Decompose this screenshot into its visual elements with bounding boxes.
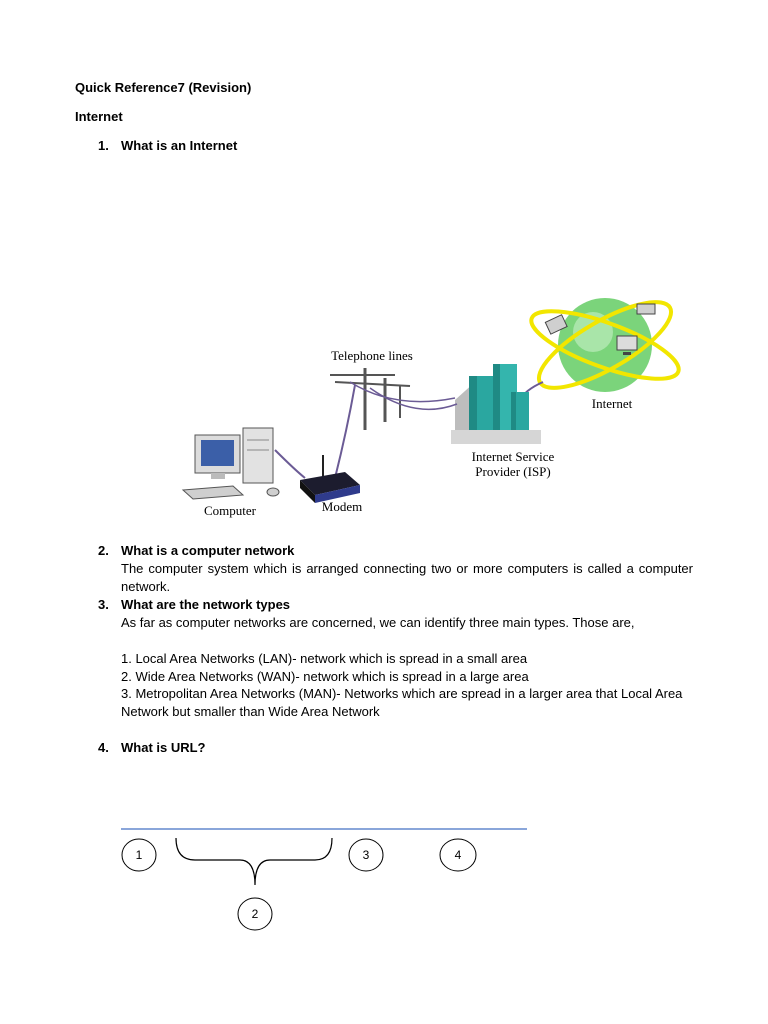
computer-label: Computer — [204, 503, 256, 518]
isp-label-line2: Provider (ISP) — [475, 464, 551, 479]
part-2-brace — [176, 838, 332, 885]
question-2-answer: The computer system which is arranged connecting two or more computers is called a computer network. — [121, 561, 693, 594]
question-number: 1. — [98, 138, 109, 153]
part-1-number: 1 — [135, 848, 143, 862]
isp-label-line1: Internet Service — [471, 449, 555, 464]
list-item: 2. Wide Area Networks (WAN)- network which is spread in a large area — [121, 668, 529, 684]
list-item: 1. Local Area Networks (LAN)- network which is spread in a small area — [121, 651, 528, 666]
question-text: What is URL? — [121, 740, 206, 755]
part-4-number: 4 — [454, 848, 462, 862]
question-text: What are the network types — [121, 597, 291, 612]
question-number: 3. — [98, 597, 109, 612]
question-text: What is an Internet — [121, 138, 238, 153]
list-item: 3. Metropolitan Area Networks (MAN)- Networks which are spread in a larger area that Local Area Network but smaller than Wide Area Network — [121, 686, 683, 719]
computer-cable — [275, 450, 305, 478]
computer-icon — [183, 428, 279, 499]
telephone-lines-label: Telephone lines — [331, 348, 413, 363]
network-type-list — [121, 650, 693, 720]
document-title: Quick Reference7 (Revision) — [75, 80, 252, 95]
section-heading: Internet — [75, 109, 123, 124]
url-parts-diagram — [110, 820, 540, 940]
internet-label: Internet — [591, 396, 633, 411]
question-text: What is a computer network — [121, 543, 295, 558]
question-number: 2. — [98, 543, 109, 558]
modem-label: Modem — [321, 499, 363, 514]
modem-cable — [335, 385, 355, 478]
part-2-number: 2 — [251, 907, 259, 921]
question-3 — [98, 597, 290, 612]
modem-icon — [300, 455, 360, 503]
question-4 — [98, 740, 206, 755]
internet-connection-diagram — [175, 290, 695, 525]
question-3-intro: As far as computer networks are concerned, we can identify three main types. Those are, — [121, 615, 635, 630]
internet-globe-icon — [524, 290, 686, 403]
part-3-number: 3 — [362, 848, 370, 862]
question-number: 4. — [98, 740, 109, 755]
question-1 — [98, 138, 237, 153]
isp-building-icon — [451, 364, 541, 444]
question-2 — [98, 543, 294, 558]
